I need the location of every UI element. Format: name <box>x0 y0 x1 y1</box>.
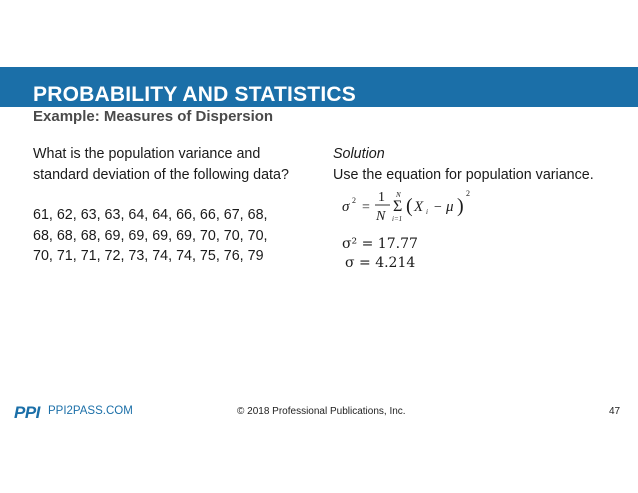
formula-sum-upper: N <box>396 191 401 199</box>
solution-block <box>333 144 633 185</box>
formula-equals: = <box>362 200 370 215</box>
formula-subscript-i: i <box>426 208 428 216</box>
question-block <box>33 144 323 267</box>
page-title: PROBABILITY AND STATISTICS <box>33 83 356 106</box>
solution-label: Solution <box>333 146 385 162</box>
formula-outer-exponent: 2 <box>466 189 470 198</box>
formula-sum-icon: Σ <box>393 198 403 215</box>
data-line-1: 61, 62, 63, 63, 64, 64, 66, 66, 67, 68, <box>33 207 268 223</box>
footer-copyright: © 2018 Professional Publications, Inc. <box>237 406 406 417</box>
page-number: 47 <box>609 406 621 417</box>
data-line-3: 70, 71, 71, 72, 73, 74, 74, 75, 76, 79 <box>33 248 264 264</box>
formula-minus: − <box>434 200 442 215</box>
results-block <box>342 235 418 273</box>
variance-result: σ² = 17.77 <box>342 236 418 252</box>
formula-mu: μ <box>446 199 454 215</box>
formula-sigma: σ <box>342 199 350 215</box>
std-dev-result: σ = 4.214 <box>345 255 416 271</box>
question-line-1: What is the population variance and <box>33 146 261 162</box>
formula-left-paren: ( <box>406 195 413 217</box>
question-line-2: standard deviation of the following data? <box>33 166 289 183</box>
ppi-logo: PPI <box>14 403 40 422</box>
formula-denominator: N <box>376 209 386 224</box>
formula-sum-lower: i=1 <box>392 215 403 223</box>
solution-text: Use the equation for population variance. <box>333 166 594 183</box>
formula-numerator: 1 <box>378 190 385 205</box>
data-line-2: 68, 68, 68, 69, 69, 69, 69, 70, 70, 70, <box>33 227 268 244</box>
footer-site-link[interactable]: PPI2PASS.COM <box>48 405 133 417</box>
formula-sigma-exponent: 2 <box>352 196 356 205</box>
slide-subtitle: Example: Measures of Dispersion <box>33 108 274 125</box>
formula-right-paren: ) <box>457 195 464 217</box>
variance-formula <box>338 184 488 224</box>
formula-x: X <box>414 199 424 215</box>
